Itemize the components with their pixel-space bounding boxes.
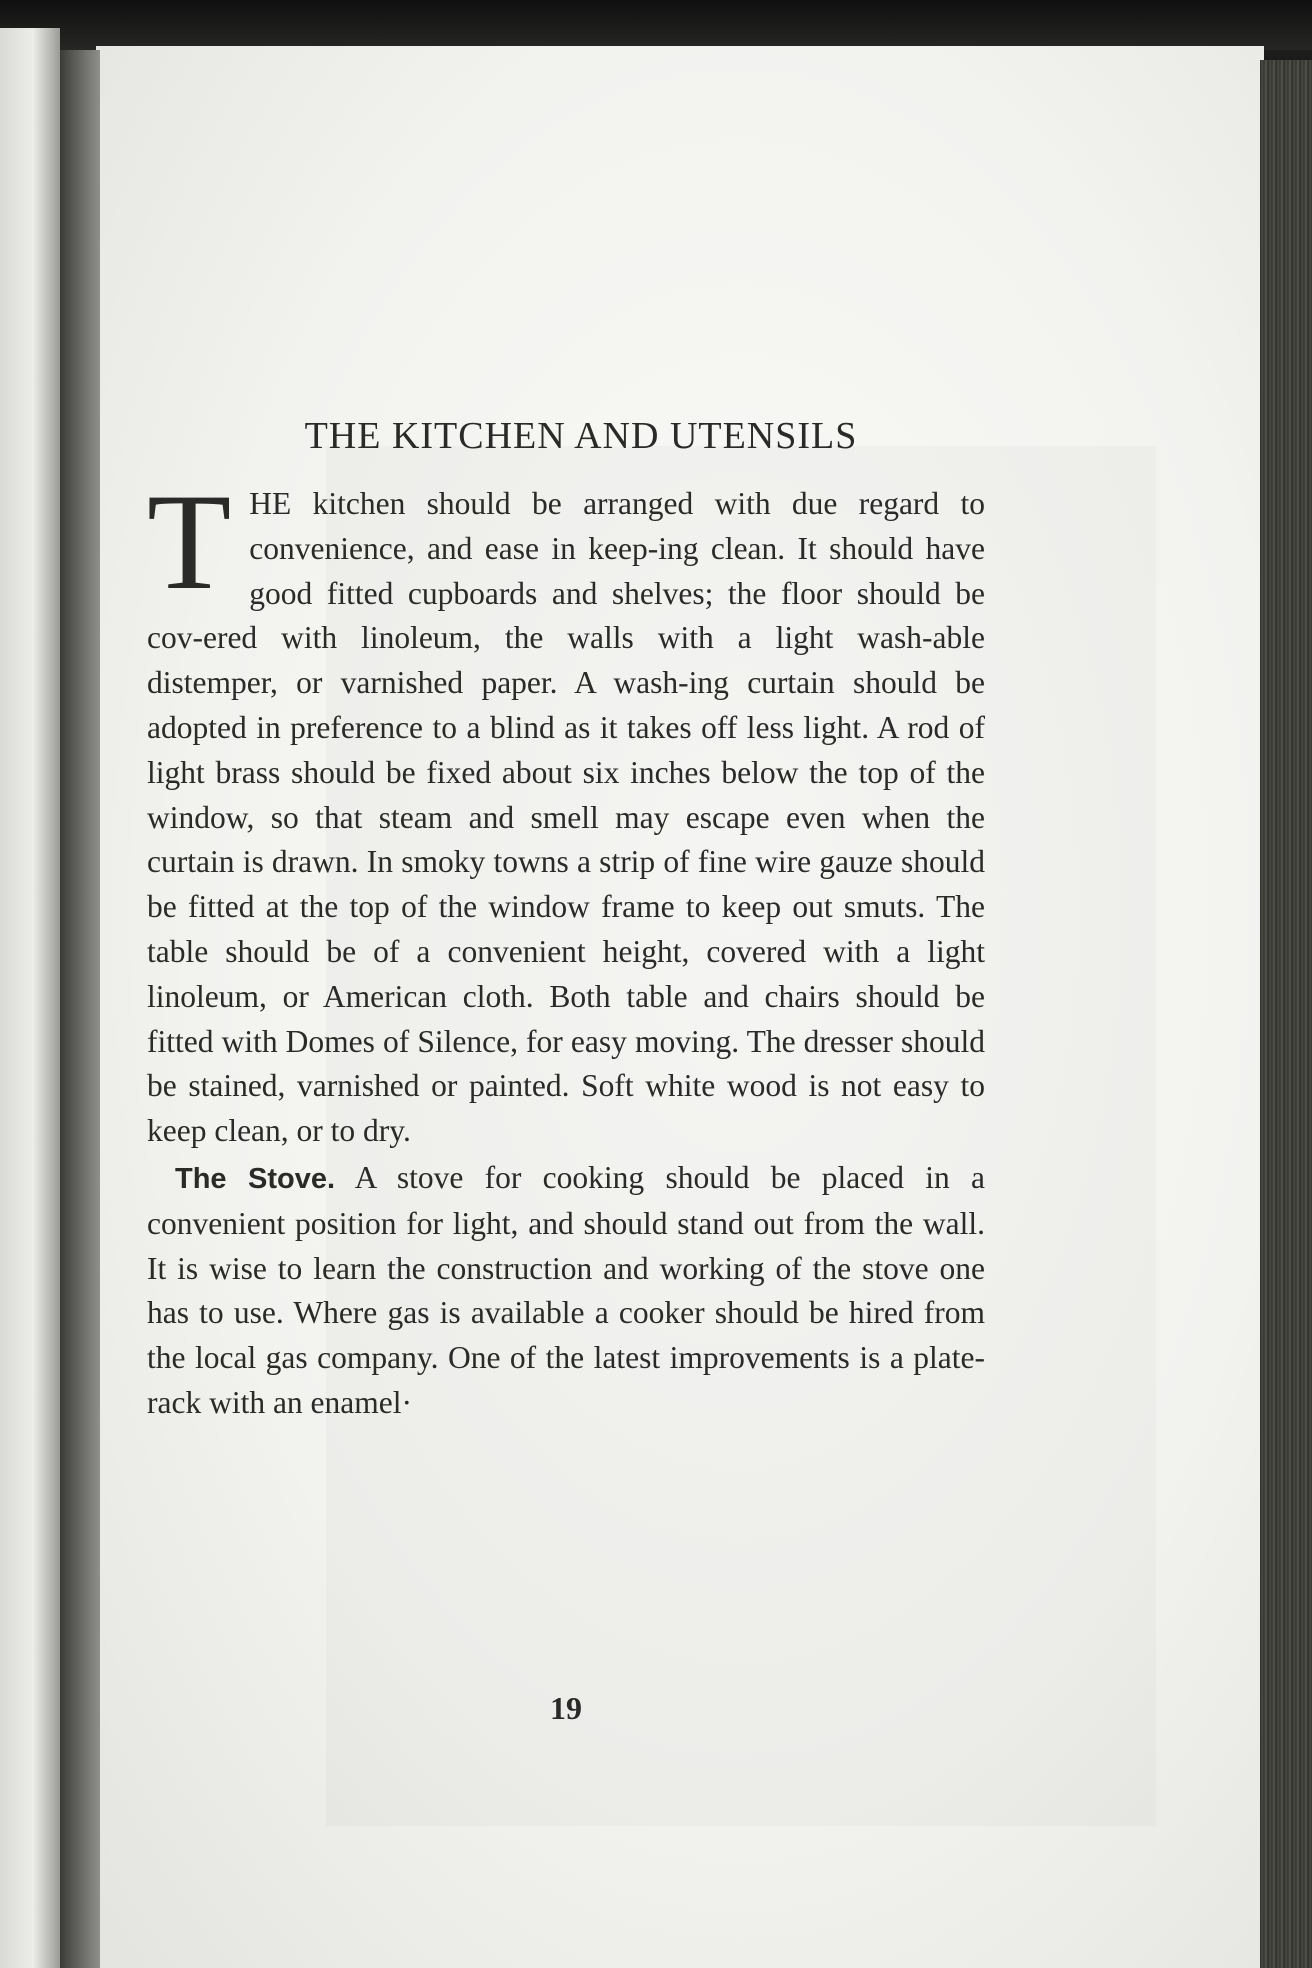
page-number: 19 <box>550 1690 582 1726</box>
page-gutter <box>60 50 100 1968</box>
stove-text: A stove for cooking should be placed in a convenient position for light, and should stand out from the wall. It is wise to learn the construction and working of the stove one has to use. Where gas is available a cooker should be hired from the local gas company. One of the latest improvements is a plate-rack with an enamel· <box>147 1159 985 1420</box>
stove-paragraph <box>147 1156 985 1426</box>
intro-text: HE kitchen should be arranged with due regard to convenience, and ease in keep-ing clean. It should have good fitted cupboards and shelves; the floor should be cov-ered with linoleum, the walls with a light wash-able distemper, or varnished paper. A wash-ing curtain should be adopted in preference to a blind as it takes off less light. A rod of light brass should be fixed about six inches below the top of the window, so that steam and smell may escape even when the curtain is drawn. In smoky towns a strip of fine wire gauze should be fitted at the top of the window frame to keep out smuts. The table should be of a convenient height, covered with a light linoleum, or American cloth. Both table and chairs should be fitted with Domes of Silence, for easy moving. The dresser should be stained, varnished or painted. Soft white wood is not easy to keep clean, or to dry. <box>147 486 985 1149</box>
page-content <box>147 412 985 1426</box>
section-heading: The Stove. <box>175 1162 336 1195</box>
chapter-title: THE KITCHEN AND UTENSILS <box>304 415 858 457</box>
intro-paragraph <box>147 465 985 1154</box>
scan-top-border <box>0 0 1312 50</box>
facing-page-edge <box>0 28 60 1968</box>
book-page-block <box>1260 60 1312 1968</box>
drop-cap: T <box>147 465 232 618</box>
